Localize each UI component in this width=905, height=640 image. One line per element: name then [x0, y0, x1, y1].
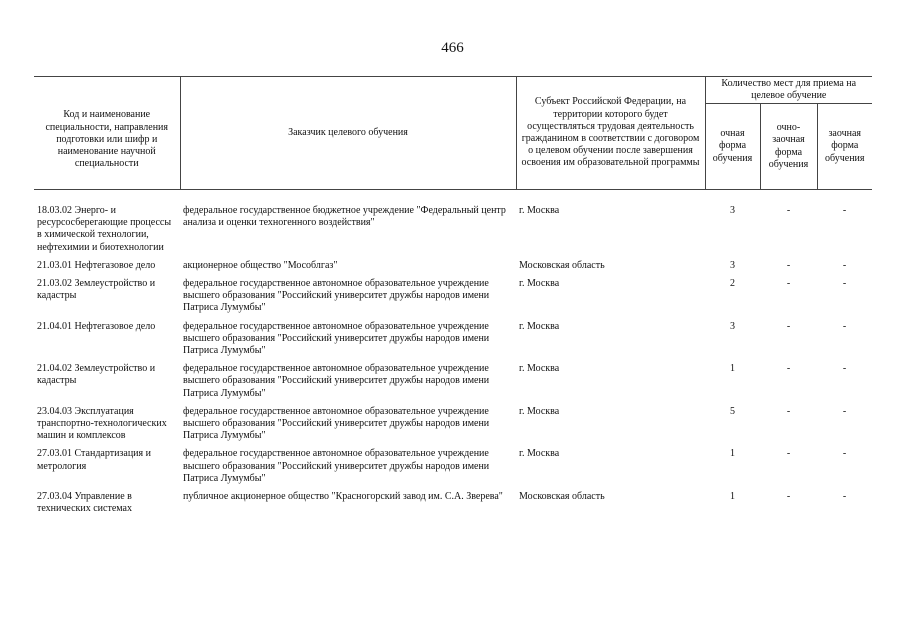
header-places: Количество мест для приема на целевое обучение	[705, 77, 872, 104]
cell-correspondence: -	[842, 405, 847, 417]
cell-part-time: -	[786, 405, 791, 417]
cell-customer: федеральное государственное автономное образовательное учреждение высшего образования "Российский университет дружбы народов имени Патриса Лумумбы"	[183, 363, 490, 399]
header-subject: Субъект Российской Федерации, на территории которого будет осуществляться трудовая деятельность гражданином в соответствии с договором о целевом обучении после завершения освоения им образовательной программы	[516, 77, 705, 190]
cell-subject: Московская область	[519, 491, 605, 503]
cell-correspondence: -	[842, 320, 847, 332]
table-row	[34, 363, 872, 406]
cell-full-time: 3	[730, 320, 735, 332]
cell-correspondence: -	[842, 363, 847, 375]
cell-code: 21.04.02 Землеустройство и кадастры	[37, 363, 156, 387]
cell-part-time: -	[786, 278, 791, 290]
header-customer: Заказчик целевого обучения	[180, 77, 516, 190]
cell-full-time: 3	[730, 205, 735, 216]
cell-customer: федеральное государственное бюджетное учреждение "Федеральный центр анализа и оценки техногенного воздействия"	[183, 205, 506, 229]
cell-full-time: 3	[730, 259, 735, 271]
cell-customer: федеральное государственное автономное образовательное учреждение высшего образования "Российский университет дружбы народов имени Патриса Лумумбы"	[183, 405, 490, 442]
cell-subject: г. Москва	[519, 363, 560, 375]
cell-subject: г. Москва	[519, 205, 560, 216]
table-row	[34, 321, 872, 364]
table-row	[34, 205, 872, 260]
cell-correspondence: -	[842, 491, 847, 503]
cell-part-time: -	[786, 363, 791, 375]
page-number: 466	[441, 40, 464, 56]
cell-correspondence: -	[842, 205, 847, 216]
cell-part-time: -	[786, 448, 791, 460]
cell-part-time: -	[786, 491, 791, 503]
cell-correspondence: -	[842, 448, 847, 460]
target-training-table	[34, 76, 872, 521]
cell-subject: г. Москва	[519, 448, 560, 460]
table-row	[34, 260, 872, 278]
cell-full-time: 5	[730, 405, 735, 417]
cell-code: 23.04.03 Эксплуатация транспортно-технологических машин и комплексов	[37, 405, 167, 442]
cell-correspondence: -	[842, 278, 847, 290]
cell-customer: акционерное общество "Мособлгаз"	[183, 259, 338, 271]
cell-part-time: -	[786, 259, 791, 271]
table-row	[34, 491, 872, 521]
cell-subject: г. Москва	[519, 405, 560, 417]
header-correspondence: заочная форма обучения	[817, 104, 872, 190]
cell-customer: публичное акционерное общество "Красногорский завод им. С.А. Зверева"	[183, 491, 503, 503]
header-full-time: очная форма обучения	[705, 104, 760, 190]
cell-subject: г. Москва	[519, 320, 560, 332]
cell-customer: федеральное государственное автономное образовательное учреждение высшего образования "Российский университет дружбы народов имени Патриса Лумумбы"	[183, 448, 490, 484]
cell-code: 27.03.01 Стандартизация и метрология	[37, 448, 151, 472]
table-row	[34, 278, 872, 321]
table-row	[34, 406, 872, 449]
cell-subject: г. Москва	[519, 278, 560, 290]
cell-code: 21.04.01 Нефтегазовое дело	[37, 320, 156, 332]
cell-part-time: -	[786, 320, 791, 332]
cell-part-time: -	[786, 205, 791, 216]
cell-code: 18.03.02 Энерго- и ресурсосберегающие процессы в химической технологии, нефтехимии и биотехнологии	[37, 205, 172, 253]
cell-code: 27.03.04 Управление в технических системах	[37, 491, 132, 515]
header-part-time: очно-заочная форма обучения	[760, 104, 817, 190]
cell-code: 21.03.01 Нефтегазовое дело	[37, 259, 156, 271]
header-code: Код и наименование специальности, направления подготовки или шифр и наименование научной специальности	[34, 77, 180, 190]
cell-full-time: 1	[730, 363, 735, 375]
cell-full-time: 1	[730, 448, 735, 460]
cell-customer: федеральное государственное автономное образовательное учреждение высшего образования "Российский университет дружбы народов имени Патриса Лумумбы"	[183, 278, 490, 314]
cell-customer: федеральное государственное автономное образовательное учреждение высшего образования "Российский университет дружбы народов имени Патриса Лумумбы"	[183, 320, 490, 357]
cell-correspondence: -	[842, 259, 847, 271]
table-row	[34, 448, 872, 491]
cell-subject: Московская область	[519, 259, 605, 271]
cell-full-time: 1	[730, 491, 735, 503]
cell-code: 21.03.02 Землеустройство и кадастры	[37, 278, 156, 302]
cell-full-time: 2	[730, 278, 735, 290]
